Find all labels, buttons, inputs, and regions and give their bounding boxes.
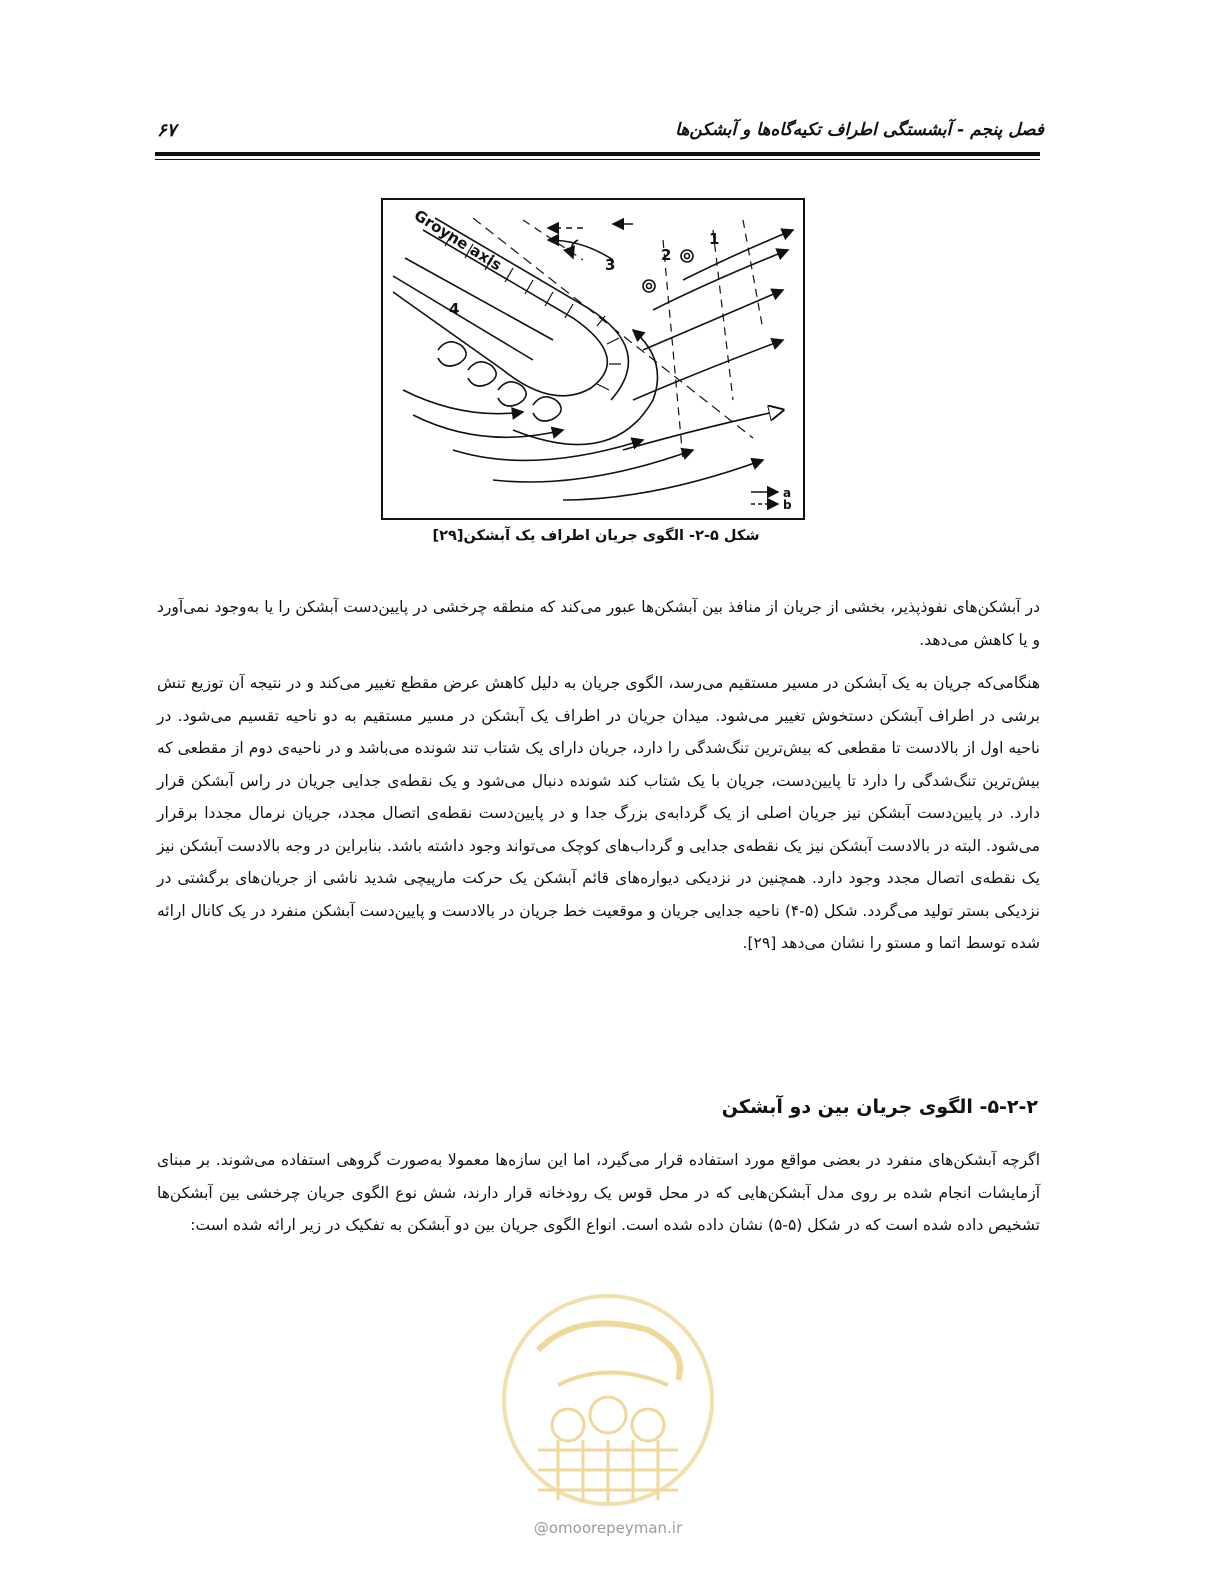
zone-label-3: 3 — [605, 256, 616, 274]
paragraph-permeable-groynes: در آبشکن‌های نفوذپذیر، بخشی از جریان از منافذ بین آبشکن‌ها عبور می‌کند که منطقه چرخشی در پایین‌دست آبشکن را یا به‌وجود نمی‌آورد و یا کاهش می‌دهد. — [157, 598, 1040, 649]
groyne-flow-diagram — [383, 200, 803, 518]
running-header-title: فصل پنجم - آبشستگی اطراف تکیه‌گاه‌ها و آبشکن‌ها — [675, 120, 1044, 140]
watermark-url: @omoorepeyman.ir — [533, 1519, 683, 1537]
groyne-axis-label: Groyne axis — [410, 206, 505, 275]
paragraph-flow-field: هنگامی‌که جریان به یک آبشکن در مسیر مستقیم می‌رسد، الگوی جریان به دلیل کاهش عرض مقطع تغییر می‌کند و در نتیجه آن توزیع تنش برشی در اطراف آبشکن دستخوش تغییر می‌شود. میدان جریان در اطراف یک آبشکن در مسیر مستقیم به دو ناحیه تقسیم می‌شود. در ناحیه اول از بالادست تا مقطعی که بیش‌ترین تنگ‌شدگی را دارد، جریان دارای یک شتاب تند شونده می‌باشد و در ناحیه‌ی دوم از مقطعی که بیش‌ترین تنگ‌شدگی را دارد تا پایین‌دست، جریان با یک شتاب کند شونده دنبال می‌شود و یک نقطه‌ی جدایی جریان در راس آبشکن قرار دارد. در پایین‌دست آبشکن نیز جریان اصلی از یک گردابه‌ی بزرگ جدا و در پایین‌دست نقطه‌ی اتصال مجدد، جریان نرمال مجددا برقرار می‌شود. البته در بالادست آبشکن نیز یک نقطه‌ی جدایی و گرداب‌های کوچک می‌تواند وجود داشته باشد. بنابراین در وجه بالادست آبشکن نیز یک نقطه‌ی اتصال مجدد وجود دارد. همچنین در نزدیکی دیواره‌های قائم آبشکن یک حرکت مارپیچی شدید ناشی از جریان‌های برگشتی در نزدیکی بستر تولید می‌گردد. شکل (۵-۴) ناحیه جدایی جریان و موقعیت خط جریان در بالادست و پایین‌دست آبشکن منفرد در یک کانال ارائه شده توسط اتما و مستو را نشان می‌دهد [۲۹]. — [157, 674, 1040, 952]
header-rule-thin — [155, 159, 1040, 160]
figure-caption: شکل ۵-۲- الگوی جریان اطراف یک آبشکن[۲۹] — [432, 528, 760, 544]
legend-label-a: a — [783, 486, 792, 500]
legend-label-b: b — [783, 498, 792, 512]
zone-label-4: 4 — [449, 300, 460, 318]
zone-label-2: 2 — [661, 246, 672, 264]
page-number: ۶۷ — [157, 120, 177, 141]
flow-pattern-figure — [381, 198, 805, 520]
section-heading: ۵-۲-۲- الگوی جریان بین دو آبشکن — [721, 1096, 1038, 1118]
paragraph-groyne-groups: اگرچه آبشکن‌های منفرد در بعضی مواقع مورد استفاده قرار می‌گیرد، اما این سازه‌ها معمولا به‌صورت گروهی استفاده می‌شوند. بر مبنای آزمایشات انجام شده بر روی مدل آبشکن‌هایی که در محل قوس یک رودخانه قرار دارند، شش نوع الگوی جریان چرخشی بین آبشکن‌ها تشخیص داده شده است که در شکل (۵-۵) نشان داده شده است. انواع الگوی جریان بین دو آبشکن به تفکیک در زیر ارائه شده است: — [157, 1151, 1040, 1234]
header-rule-thick — [155, 152, 1040, 156]
watermark-logo — [498, 1290, 718, 1510]
zone-label-1: 1 — [709, 230, 720, 248]
